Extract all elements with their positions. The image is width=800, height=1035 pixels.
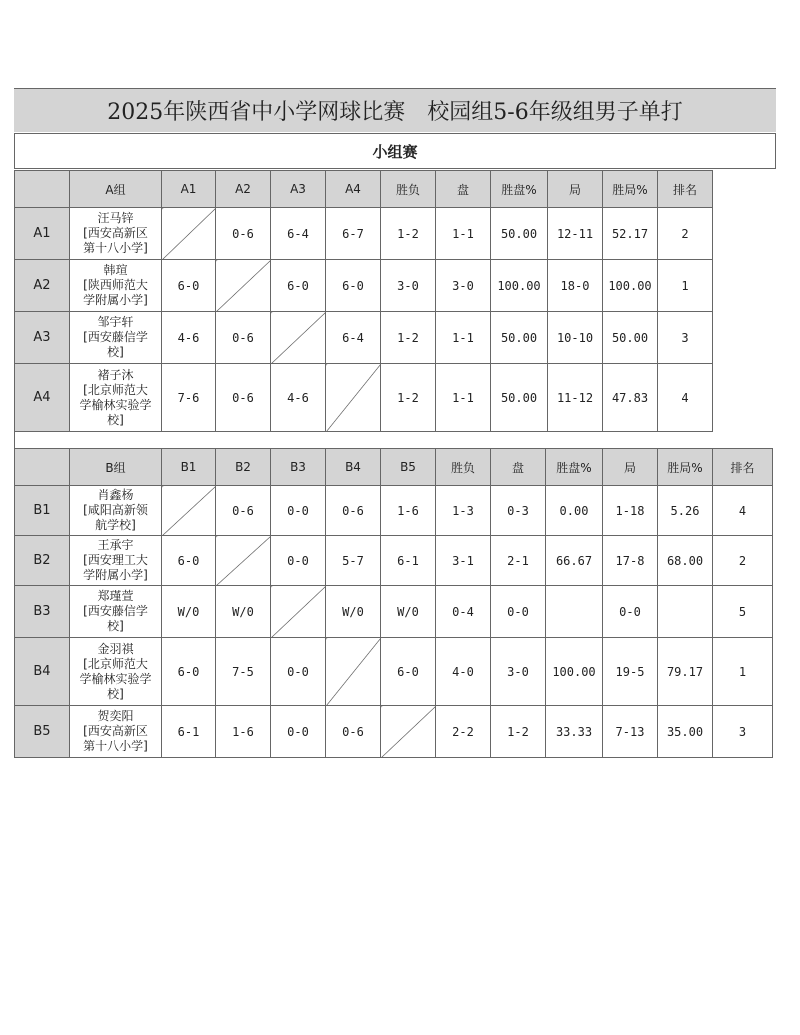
- sets: 1-2: [491, 706, 546, 758]
- column-header: B4: [326, 449, 381, 486]
- set-win-pct: 50.00: [491, 312, 548, 364]
- game-win-pct: [658, 586, 713, 638]
- header-row: [15, 171, 713, 208]
- column-header: 胜负: [436, 449, 491, 486]
- games: 19-5: [603, 638, 658, 706]
- set-win-pct: [546, 586, 603, 638]
- player-seed: B1: [15, 486, 70, 536]
- table-row: [15, 364, 713, 432]
- stage-subtitle: 小组赛: [14, 133, 776, 169]
- table-row: [15, 638, 773, 706]
- column-header: 盘: [491, 449, 546, 486]
- sets: 1-1: [436, 364, 491, 432]
- column-header: [15, 171, 70, 208]
- sets: 3-0: [491, 638, 546, 706]
- match-score: W/0: [162, 586, 216, 638]
- match-score: 0-6: [216, 312, 271, 364]
- table-row: [15, 706, 773, 758]
- rank: 3: [658, 312, 713, 364]
- match-score: 0-6: [326, 706, 381, 758]
- player-name: 肖鑫杨 [咸阳高新领 航学校]: [70, 486, 162, 536]
- match-score: 7-5: [216, 638, 271, 706]
- self-match-cell: [271, 586, 326, 638]
- column-header: B3: [271, 449, 326, 486]
- match-score: 6-0: [381, 638, 436, 706]
- self-match-cell: [381, 706, 436, 758]
- match-score: 6-0: [326, 260, 381, 312]
- game-win-pct: 35.00: [658, 706, 713, 758]
- rank: 5: [713, 586, 773, 638]
- group-a-table: [14, 170, 713, 432]
- self-match-cell: [216, 536, 271, 586]
- column-header: [15, 449, 70, 486]
- match-score: 6-0: [271, 260, 326, 312]
- match-score: 1-6: [381, 486, 436, 536]
- column-header: 排名: [658, 171, 713, 208]
- rank: 3: [713, 706, 773, 758]
- self-match-cell: [271, 312, 326, 364]
- player-seed: B4: [15, 638, 70, 706]
- player-name: 王承宇 [西安理工大 学附属小学]: [70, 536, 162, 586]
- rank: 4: [713, 486, 773, 536]
- player-seed: A4: [15, 364, 70, 432]
- page-title: 2025年陕西省中小学网球比赛 校园组5-6年级组男子单打: [14, 88, 776, 132]
- match-score: 6-0: [162, 536, 216, 586]
- column-header: A2: [216, 171, 271, 208]
- match-score: 0-6: [216, 486, 271, 536]
- match-score: 5-7: [326, 536, 381, 586]
- self-match-cell: [216, 260, 271, 312]
- self-match-cell: [326, 364, 381, 432]
- set-win-pct: 100.00: [491, 260, 548, 312]
- games: 11-12: [548, 364, 603, 432]
- player-seed: B5: [15, 706, 70, 758]
- player-name: 金羽祺 [北京师范大 学榆林实验学 校]: [70, 638, 162, 706]
- column-header: 胜局%: [603, 171, 658, 208]
- games: 1-18: [603, 486, 658, 536]
- player-seed: A1: [15, 208, 70, 260]
- match-score: 0-6: [216, 208, 271, 260]
- match-score: 0-6: [326, 486, 381, 536]
- match-score: 4-6: [271, 364, 326, 432]
- games: 12-11: [548, 208, 603, 260]
- game-win-pct: 50.00: [603, 312, 658, 364]
- win-loss: 1-3: [436, 486, 491, 536]
- games: 10-10: [548, 312, 603, 364]
- column-header: 胜盘%: [546, 449, 603, 486]
- rank: 1: [658, 260, 713, 312]
- player-name: 邹宇轩 [西安藤信学 校]: [70, 312, 162, 364]
- set-win-pct: 33.33: [546, 706, 603, 758]
- match-score: 0-6: [216, 364, 271, 432]
- column-header: A组: [70, 171, 162, 208]
- set-win-pct: 66.67: [546, 536, 603, 586]
- table-row: [15, 586, 773, 638]
- match-score: 6-7: [326, 208, 381, 260]
- player-name: 韩瑄 [陕西师范大 学附属小学]: [70, 260, 162, 312]
- match-score: 1-6: [216, 706, 271, 758]
- group-separator: [14, 430, 776, 448]
- column-header: 胜盘%: [491, 171, 548, 208]
- game-win-pct: 68.00: [658, 536, 713, 586]
- match-score: 6-4: [326, 312, 381, 364]
- player-name: 贺奕阳 [西安高新区 第十八小学]: [70, 706, 162, 758]
- sets: 2-1: [491, 536, 546, 586]
- win-loss: 1-2: [381, 208, 436, 260]
- game-win-pct: 52.17: [603, 208, 658, 260]
- self-match-cell: [162, 486, 216, 536]
- header-row: [15, 449, 773, 486]
- match-score: 6-1: [162, 706, 216, 758]
- column-header: A1: [162, 171, 216, 208]
- column-header: B组: [70, 449, 162, 486]
- set-win-pct: 0.00: [546, 486, 603, 536]
- match-score: 0-0: [271, 638, 326, 706]
- group-b-table: [14, 448, 773, 758]
- column-header: B2: [216, 449, 271, 486]
- player-name: 褚子沐 [北京师范大 学榆林实验学 校]: [70, 364, 162, 432]
- sets: 0-3: [491, 486, 546, 536]
- self-match-cell: [162, 208, 216, 260]
- games: 18-0: [548, 260, 603, 312]
- match-score: 6-0: [162, 638, 216, 706]
- match-score: 7-6: [162, 364, 216, 432]
- column-header: 局: [548, 171, 603, 208]
- column-header: 胜局%: [658, 449, 713, 486]
- set-win-pct: 100.00: [546, 638, 603, 706]
- column-header: B5: [381, 449, 436, 486]
- match-score: W/0: [326, 586, 381, 638]
- set-win-pct: 50.00: [491, 208, 548, 260]
- player-seed: B3: [15, 586, 70, 638]
- table-row: [15, 486, 773, 536]
- table-row: [15, 260, 713, 312]
- table-row: [15, 536, 773, 586]
- rank: 2: [658, 208, 713, 260]
- match-score: 4-6: [162, 312, 216, 364]
- win-loss: 2-2: [436, 706, 491, 758]
- self-match-cell: [326, 638, 381, 706]
- column-header: 胜负: [381, 171, 436, 208]
- column-header: A4: [326, 171, 381, 208]
- player-name: 汪马锌 [西安高新区 第十八小学]: [70, 208, 162, 260]
- match-score: 6-1: [381, 536, 436, 586]
- match-score: 6-0: [162, 260, 216, 312]
- game-win-pct: 79.17: [658, 638, 713, 706]
- match-score: 0-0: [271, 706, 326, 758]
- match-score: 0-0: [271, 536, 326, 586]
- column-header: 盘: [436, 171, 491, 208]
- player-seed: A3: [15, 312, 70, 364]
- match-score: W/0: [216, 586, 271, 638]
- table-row: [15, 208, 713, 260]
- column-header: 局: [603, 449, 658, 486]
- win-loss: 0-4: [436, 586, 491, 638]
- win-loss: 1-2: [381, 312, 436, 364]
- games: 17-8: [603, 536, 658, 586]
- player-name: 郑瑾萱 [西安藤信学 校]: [70, 586, 162, 638]
- rank: 1: [713, 638, 773, 706]
- win-loss: 3-0: [381, 260, 436, 312]
- win-loss: 4-0: [436, 638, 491, 706]
- win-loss: 3-1: [436, 536, 491, 586]
- match-score: W/0: [381, 586, 436, 638]
- game-win-pct: 5.26: [658, 486, 713, 536]
- column-header: B1: [162, 449, 216, 486]
- game-win-pct: 47.83: [603, 364, 658, 432]
- player-seed: B2: [15, 536, 70, 586]
- column-header: A3: [271, 171, 326, 208]
- rank: 4: [658, 364, 713, 432]
- sets: 1-1: [436, 312, 491, 364]
- player-seed: A2: [15, 260, 70, 312]
- match-score: 0-0: [271, 486, 326, 536]
- sets: 0-0: [491, 586, 546, 638]
- game-win-pct: 100.00: [603, 260, 658, 312]
- games: 0-0: [603, 586, 658, 638]
- match-score: 6-4: [271, 208, 326, 260]
- table-row: [15, 312, 713, 364]
- sets: 3-0: [436, 260, 491, 312]
- win-loss: 1-2: [381, 364, 436, 432]
- rank: 2: [713, 536, 773, 586]
- sets: 1-1: [436, 208, 491, 260]
- column-header: 排名: [713, 449, 773, 486]
- set-win-pct: 50.00: [491, 364, 548, 432]
- games: 7-13: [603, 706, 658, 758]
